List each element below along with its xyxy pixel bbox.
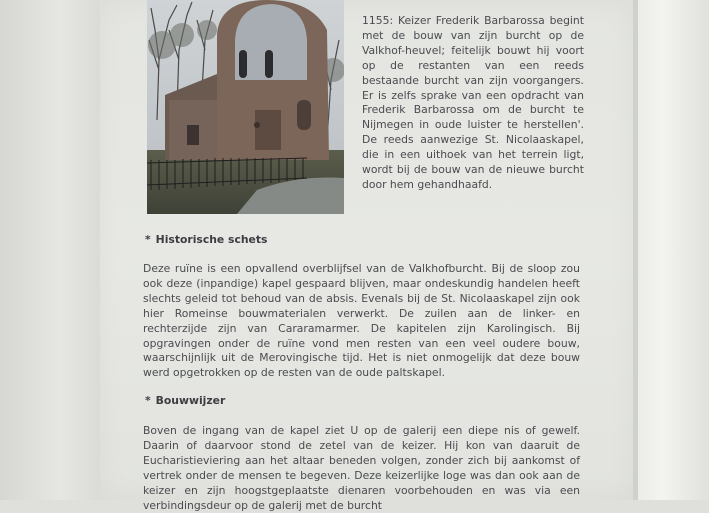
left-background	[0, 0, 100, 500]
section-heading-label: Historische schets	[155, 233, 268, 246]
section-heading-historische-schets	[145, 233, 267, 246]
chapel-ruin-photo	[147, 0, 344, 214]
right-background	[630, 0, 709, 500]
section-body-historische-schets: Deze ruïne is een opvallend overblijfsel van de Valkhofburcht. Bij de sloop zou ook deze (inpandige) kapel gespaard blijven, maar ondeskundig handelen heeft slechts geleid tot behoud van de absis. Evenals bij de St. Nicolaaskapel zijn ook hier Romeinse bouwmaterialen verwerkt. De zuilen aan de linker- en rechterzijde zijn van Cararamarmer. De kapitelen zijn Karolingisch. Bij opgravingen onder de ruïne vond men resten van een veel oudere bouw, waarschijnlijk uit de Merovingische tijd. Het is niet onmogelijk dat deze bouw werd opgetrokken op de resten van de oude paltskapel.	[143, 262, 580, 380]
bullet-icon: *	[145, 394, 151, 407]
intro-paragraph: 1155: Keizer Frederik Barbarossa begint met de bouw van zijn burcht op de Valkhof-heuvel; feitelijk bouwt hij voort op de restanten van een reeds bestaande burcht van zijn voorgangers. Er is zelfs sprake van een opdracht van Frederik Barbarossa om de burcht te Nijmegen in oude luister te herstellen'. De reeds aanwezige St. Nicolaaskapel, die in een uithoek van het terrein ligt, wordt bij de bouw van de nieuwe burcht door hem gehandhaafd.	[362, 14, 584, 191]
bullet-icon: *	[145, 233, 151, 246]
section-heading-label: Bouwwijzer	[155, 394, 226, 407]
section-body-bouwwijzer: Boven de ingang van de kapel ziet U op de galerij een diepe nis of gewelf. Daarin of daarvoor stond de zetel van de keizer. Hij kon van daaruit de Eucharistieviering aan het altaar beneden volgen, zonder zich bij aankomst of vertrek onder de mensen te begeven. Deze keizerlijke loge was dan ook aan de keizer en zijn hoogstgeplaatste dienaren voorbehouden en was via een verbindingsdeur op de galerij met de burcht	[143, 424, 580, 512]
section-heading-bouwwijzer	[145, 394, 225, 407]
